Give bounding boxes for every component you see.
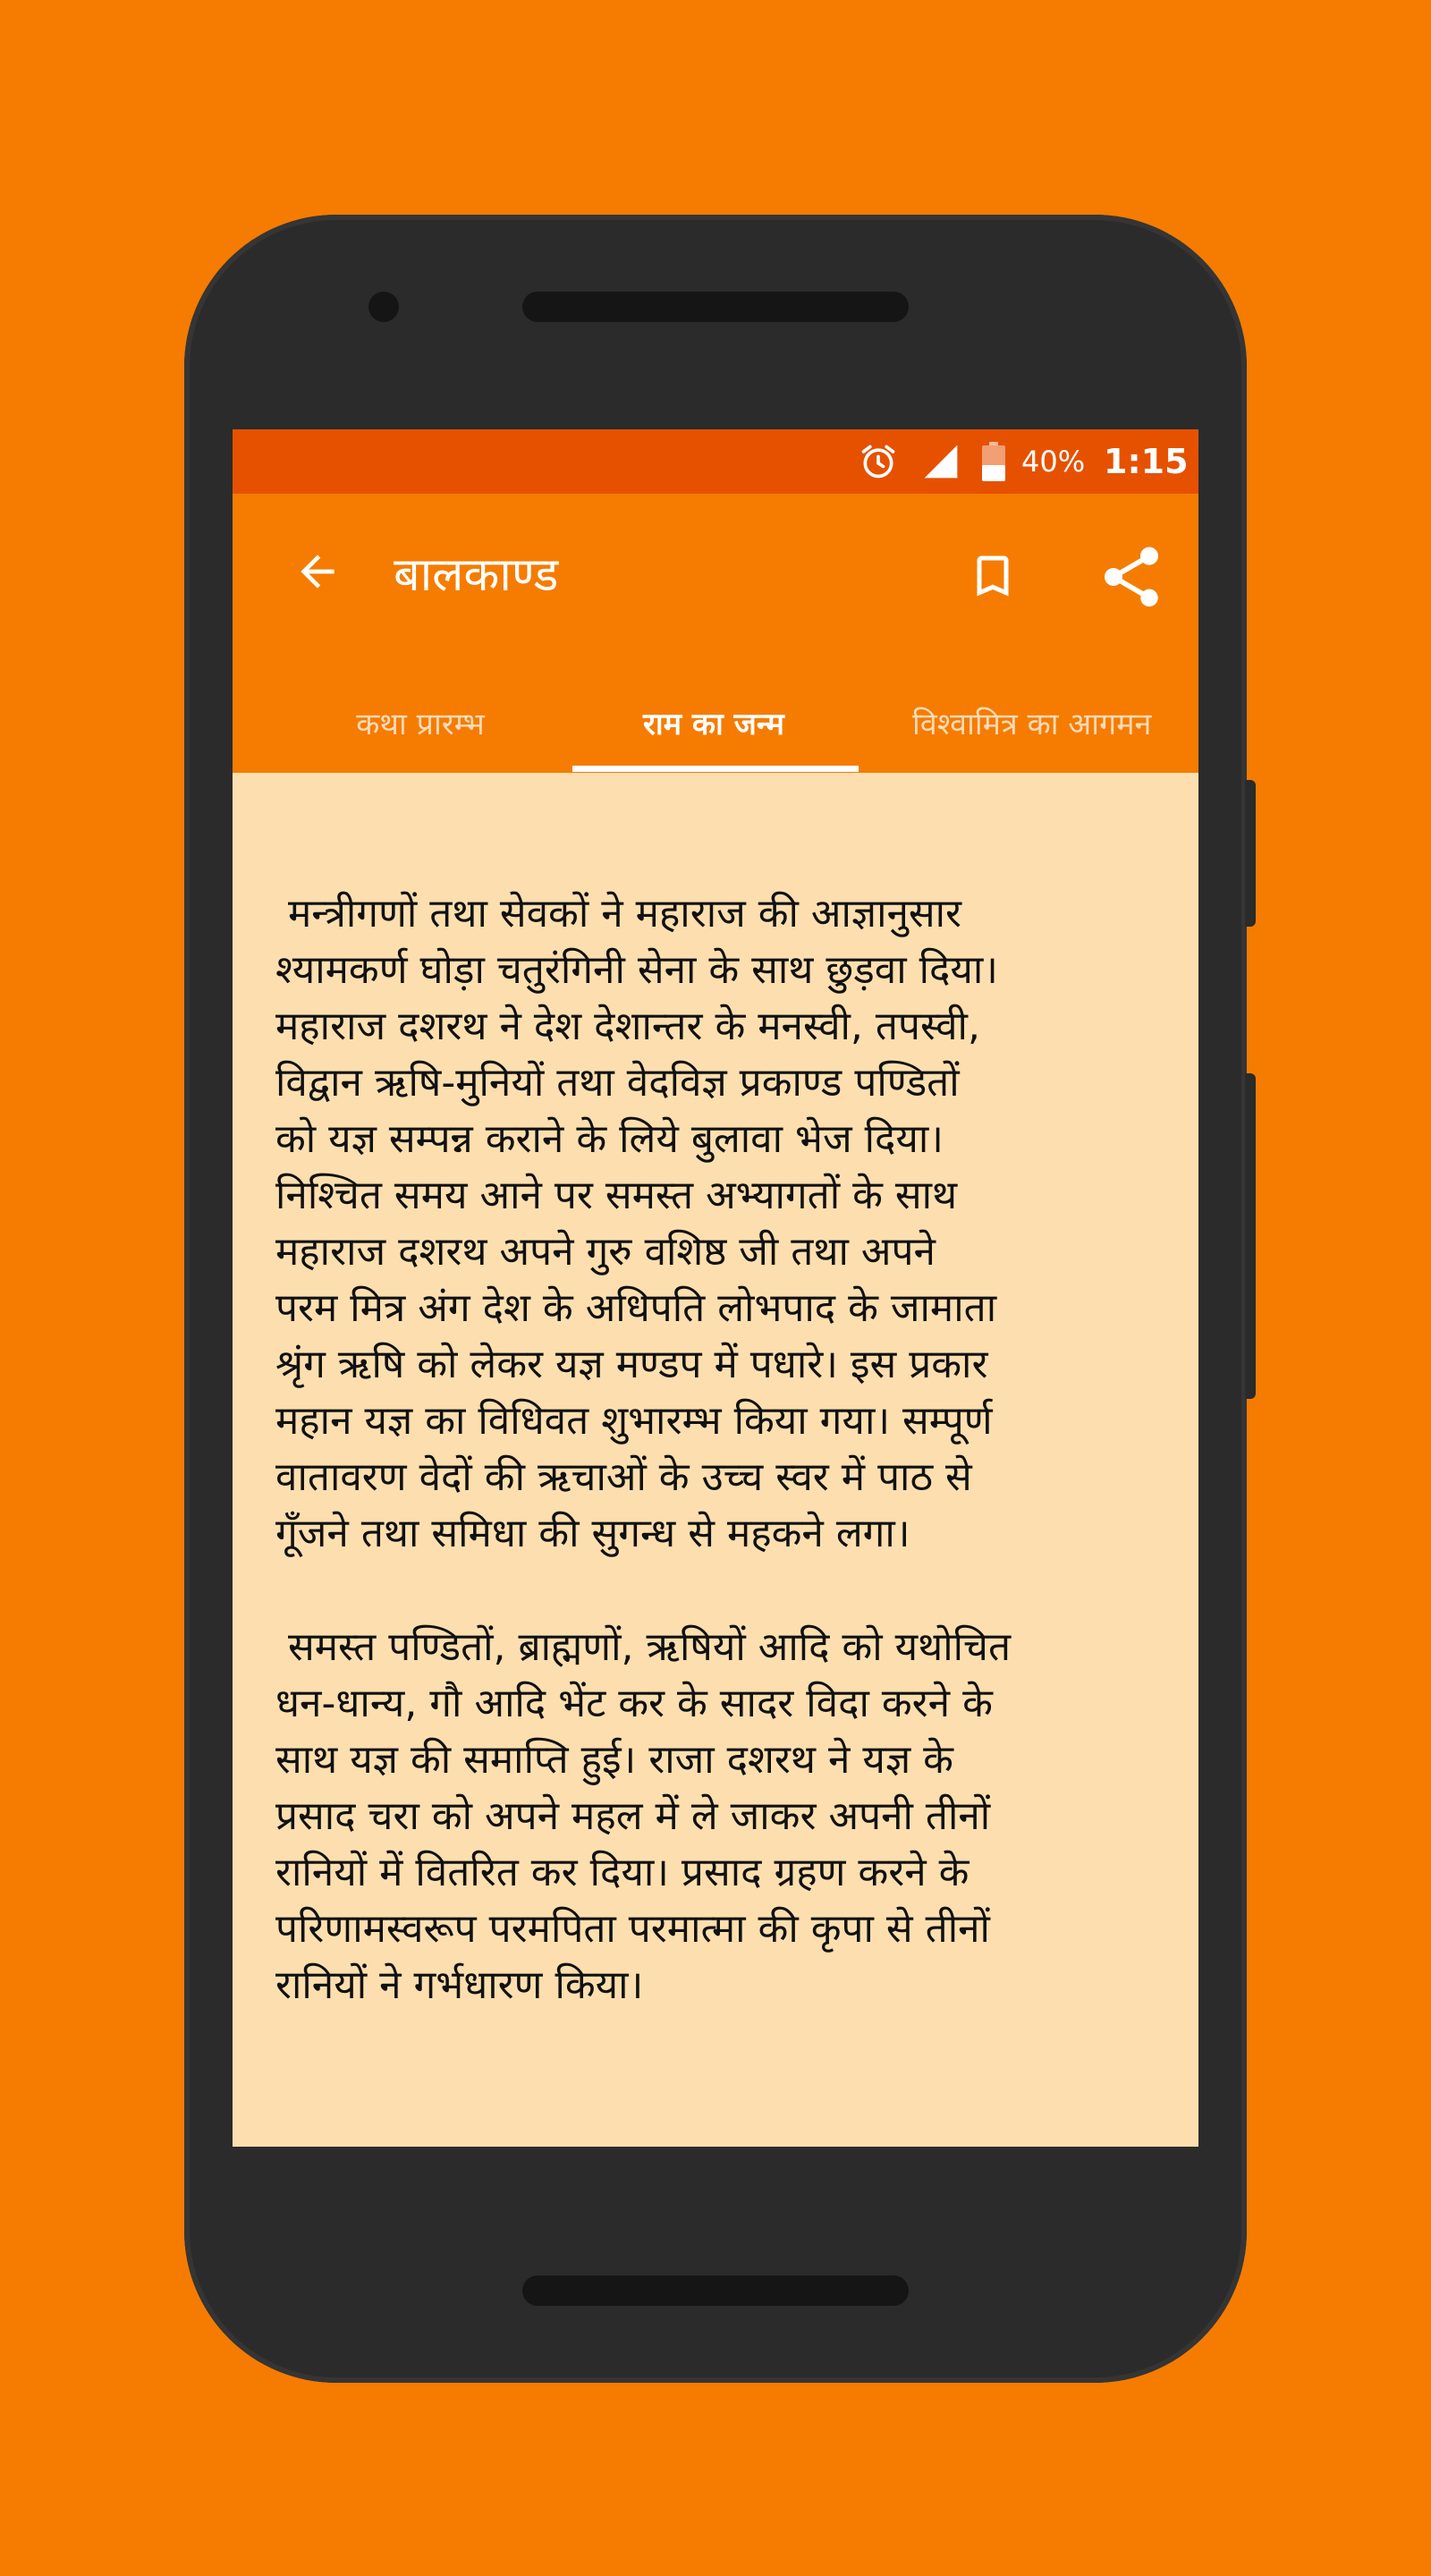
app-bar (233, 494, 1198, 773)
phone-power-button (1245, 780, 1256, 927)
cell-signal-icon (921, 429, 961, 494)
phone-screen (233, 429, 1198, 2147)
bookmark-button[interactable] (948, 533, 1037, 623)
tab-katha-prarambh[interactable]: कथा प्रारम्भ (356, 707, 485, 742)
page-title: बालकाण्ड (394, 548, 559, 602)
story-paragraph: समस्त पण्डितों, ब्राह्मणों, ऋषियों आदि को यथोचित धन-धान्य, गौ आदि भेंट कर के सादर विदा करने के साथ यज्ञ की समाप्ति हुई। राजा दशरथ ने यज्ञ के प्रसाद चरा को अपने महल में ले जाकर अपनी तीनों रानियों में वितरित कर दिया। प्रसाद ग्रहण करने के परिणामस्वरूप परमपिता परमात्मा की कृपा से तीनों रानियों ने गर्भधारण किया। (275, 1624, 1012, 2008)
battery-percent: 40% (1021, 445, 1086, 479)
tab-vishwamitra-ka-aagman[interactable]: विश्वामित्र का आगमन (912, 707, 1152, 742)
story-content[interactable] (233, 773, 1198, 2147)
selected-tab-indicator (572, 766, 859, 772)
earpiece-speaker (522, 292, 909, 322)
bookmark-icon (966, 549, 1020, 606)
alarm-clock-icon (859, 429, 898, 494)
battery-icon (982, 429, 1005, 494)
status-time: 1:15 (1104, 442, 1189, 481)
status-bar (233, 429, 1198, 494)
back-button[interactable] (277, 533, 358, 614)
share-icon (1096, 541, 1167, 616)
phone-volume-button (1245, 1073, 1256, 1399)
arrow-left-icon (292, 547, 343, 600)
bottom-speaker (522, 2275, 909, 2306)
front-camera (368, 292, 399, 322)
tab-ram-ka-janm[interactable]: राम का जन्म (642, 707, 784, 742)
story-paragraph: मन्त्रीगणों तथा सेवकों ने महाराज की आज्ञानुसार श्यामकर्ण घोड़ा चतुरंगिनी सेना के साथ छुड़वा दिया। महाराज दशरथ ने देश देशान्तर के मनस्वी, तपस्वी, विद्वान ऋषि-मुनियों तथा वेदविज्ञ प्रकाण्ड पण्डितों को यज्ञ सम्पन्न कराने के लिये बुलावा भेज दिया। निश्चित समय आने पर समस्त अभ्यागतों के साथ महाराज दशरथ अपने गुरु वशिष्ठ जी तथा अपने परम मित्र अंग देश के अधिपति लोभपाद के जामाता श्रृंग ऋषि को लेकर यज्ञ मण्डप में पधारे। इस प्रकार महान यज्ञ का विधिवत शुभारम्भ किया गया। सम्पूर्ण वातावरण वेदों की ऋचाओं के उच्च स्वर में पाठ से गूँजने तथा समिधा की सुगन्ध से महकने लगा। (275, 891, 998, 1556)
share-button[interactable] (1082, 530, 1181, 628)
